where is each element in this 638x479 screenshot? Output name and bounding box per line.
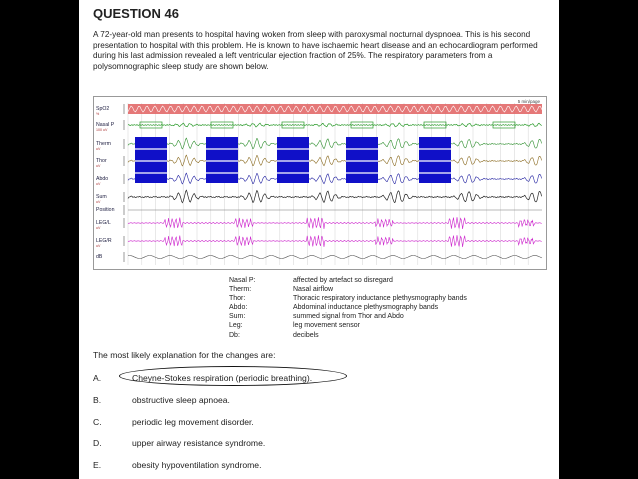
spo2-band: [128, 104, 542, 114]
channel-unit: uV: [96, 244, 101, 248]
option-letter: A.: [93, 373, 102, 383]
option-letter: D.: [93, 438, 102, 448]
therm-trace: [128, 138, 542, 149]
channel-unit: uV: [96, 200, 101, 204]
slide-page: [79, 0, 559, 479]
trace-legend: [229, 276, 467, 340]
question-prompt: The most likely explanation for the changes are:: [93, 350, 276, 360]
option-text: periodic leg movement disorder.: [132, 417, 254, 427]
legend-key: Db:: [229, 331, 240, 339]
option-letter: C.: [93, 417, 102, 427]
timescale-label: 5 min/page: [517, 99, 540, 104]
channel-label: dB: [96, 254, 103, 260]
channel-label: Abdo: [96, 176, 109, 182]
polysomnography-figure: [93, 96, 547, 270]
channel-label: Therm: [96, 141, 111, 147]
answer-option-b[interactable]: [93, 395, 230, 405]
channel-label: LEG/R: [96, 238, 112, 244]
channel-label: Sum: [96, 194, 107, 200]
option-letter: E.: [93, 460, 102, 470]
channel-unit: uV: [96, 182, 101, 186]
option-text: upper airway resistance syndrome.: [132, 438, 266, 448]
channel-unit: uV: [96, 226, 101, 230]
answer-option-d[interactable]: [93, 438, 265, 448]
nasal-pressure-trace: [128, 123, 542, 127]
channel-label: Thor: [96, 158, 107, 164]
question-stem-text: A 72-year-old man presents to hospital having woken from sleep with paroxysmal nocturnal dyspnoea. This is his second presentation to hospital with this problem. He is known to have ischaemic heart disease and an echocardiogram performed during his last admission revealed a left ventricular ejection fraction of 25%. The respiratory parameters from a polysomnographic sleep study are shown below.: [93, 30, 538, 71]
answer-option-c[interactable]: [93, 417, 254, 427]
channel-unit: uV: [96, 164, 101, 168]
answer-option-e[interactable]: [93, 460, 261, 470]
legend-key: Therm:: [229, 286, 252, 294]
option-letter: B.: [93, 395, 102, 405]
thor-trace: [128, 155, 542, 166]
channel-label: Position: [96, 207, 115, 213]
legend-row: [229, 285, 467, 294]
central-apnoea-box: [206, 137, 238, 183]
legend-value: leg movement sensor: [293, 322, 360, 330]
legend-value: affected by artefact so disregard: [293, 277, 393, 284]
legend-key: Thor:: [229, 295, 246, 303]
legend-row: [229, 321, 467, 330]
legend-value: Thoracic respiratory inductance plethysmography bands: [293, 295, 467, 303]
sum-trace: [128, 190, 542, 203]
central-apnoea-box: [346, 137, 378, 183]
channel-label: SpO2: [96, 106, 110, 112]
channel-label: Nasal P: [96, 122, 115, 128]
legend-row: [229, 331, 467, 340]
abdo-trace: [128, 173, 542, 184]
central-apnoea-box: [277, 137, 309, 183]
legend-row: [229, 312, 467, 321]
legend-value: decibels: [293, 331, 319, 339]
channel-label: LEG/L: [96, 220, 111, 226]
selected-answer-circle: [119, 366, 347, 386]
channel-unit: %: [96, 112, 100, 116]
legend-key: Abdo:: [229, 304, 248, 312]
channel-unit: 100 uV: [96, 128, 108, 132]
legend-key: Sum:: [229, 313, 246, 321]
option-text: Cheyne-Stokes respiration (periodic breathing).: [132, 373, 313, 383]
legend-row: [229, 294, 467, 303]
central-apnoea-box: [135, 137, 167, 183]
legend-row: [229, 276, 467, 285]
legend-key: Leg:: [229, 322, 243, 330]
option-text: obesity hypoventilation syndrome.: [132, 460, 262, 470]
legend-row: [229, 303, 467, 312]
legend-value: Abdominal inductance plethysmography bands: [293, 304, 439, 312]
legend-key: Nasal P:: [229, 277, 256, 284]
legend-value: summed signal from Thor and Abdo: [293, 313, 404, 321]
question-title: QUESTION 46: [93, 6, 179, 21]
option-text: obstructive sleep apnoea.: [132, 395, 230, 405]
polysomnography-trace: [94, 97, 546, 269]
central-apnoea-box: [419, 137, 451, 183]
legend-value: Nasal airflow: [293, 286, 334, 294]
channel-unit: uV: [96, 147, 101, 151]
